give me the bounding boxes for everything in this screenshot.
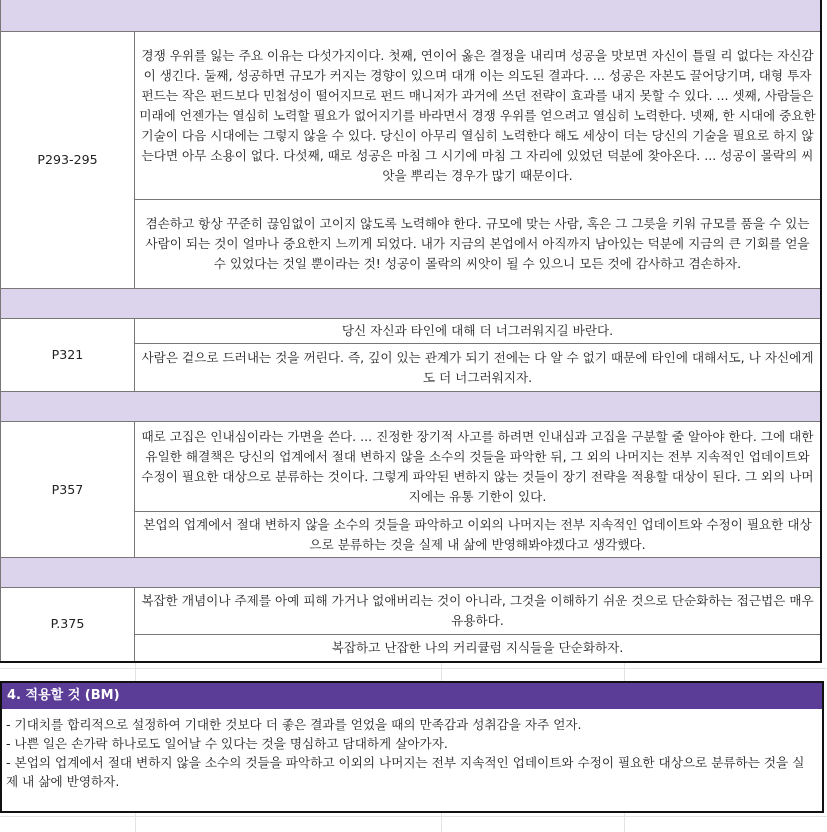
quote-row <box>1 422 822 512</box>
bm-list-item: - 나쁜 일은 손가락 하나로도 일어날 수 있다는 것을 명심하고 담대하게 살아가자. <box>6 736 448 751</box>
grid-row-line <box>0 668 827 669</box>
section-separator-row <box>1 558 822 588</box>
grid-row-line <box>0 816 827 817</box>
bm-list-item: - 본업의 업계에서 절대 변하지 않을 소수의 것들을 파악하고 이외의 나머지는 전부 지속적인 업데이트와 수정이 필요한 대상으로 분류하는 것을 실제 내 삶에 반영하자. <box>6 755 805 789</box>
quote-cell[interactable]: 때로 고집은 인내심이라는 가면을 쓴다. ... 진정한 장기적 사고를 하려면 인내심과 고집을 구분할 줄 알아야 한다. 그에 대한 유일한 해결책은 당신의 업계에서 절대 변하지 않을 소수의 것들을 파악한 뒤, 그 외의 나머지는 전부 지속적인 업데이트와 수정이 필요한 대상으로 분류하는 것이다. 그렇게 파악된 변하지 않는 것들이 장기 전략을 적용할 대상이 된다. 그 외의 나머지에는 유통 기한이 있다. <box>135 422 822 512</box>
thought-cell[interactable]: 복잡하고 난잡한 나의 커리큘럼 지식들을 단순화하자. <box>135 635 822 662</box>
quote-row <box>1 319 822 344</box>
page-reference-cell[interactable]: P.375 <box>1 588 135 662</box>
page-reference-cell[interactable]: P293-295 <box>1 32 135 289</box>
quote-row <box>1 32 822 200</box>
section-separator-row <box>1 0 822 32</box>
apply-bm-section <box>0 681 824 813</box>
thought-cell[interactable]: 사람은 겉으로 드러내는 것을 꺼린다. 즉, 깊이 있는 관계가 되기 전에는 다 알 수 없기 때문에 타인에 대해서도, 나 자신에게도 더 너그러워지자. <box>135 344 822 392</box>
quote-cell[interactable]: 경쟁 우위를 잃는 주요 이유는 다섯가지이다. 첫째, 연이어 옳은 결정을 내리며 성공을 맛보면 자신이 틀릴 리 없다는 자신감이 생긴다. 둘째, 성공하면 규모가 커지는 경향이 있으며 대개 이는 의도된 결과다. ... 성공은 자본도 끌어당기며, 대형 투자 펀드는 작은 펀드보다 민첩성이 떨어지므로 펀드 매니저가 과거에 쓰던 전략이 효과를 내지 못할 수 있다. ... 셋째, 사람들은 미래에 언젠가는 열심히 노력할 필요가 없어지기를 바라면서 경쟁 우위를 얻으려고 열심히 노력한다. 넷째, 한 시대에 중요한 기술이 다음 시대에는 그렇지 않을 수 있다. 당신이 아무리 열심히 노력한다 해도 세상이 더는 당신의 기술을 필요로 하지 않는다면 아무 소용이 없다. 다섯째, 때로 성공은 마침 그 시기에 마침 그 자리에 있었던 덕분에 찾아온다. ... 성공이 몰락의 씨앗을 뿌리는 경우가 많기 때문이다. <box>135 32 822 200</box>
thought-cell[interactable]: 겸손하고 항상 꾸준히 끊임없이 고이지 않도록 노력해야 한다. 규모에 맞는 사람, 혹은 그 그릇을 키워 규모를 품을 수 있는 사람이 되는 것이 얼마나 중요한지 느끼게 되었다. 내가 지금의 본업에서 아직까지 남아있는 덕분에 지금의 큰 기회를 얻을 수 있었다는 것일 뿐이라는 것! 성공이 몰락의 씨앗이 될 수 있으니 모든 것에 감사하고 겸손하자. <box>135 200 822 289</box>
thought-cell[interactable]: 본업의 업계에서 절대 변하지 않을 소수의 것들을 파악하고 이외의 나머지는 전부 지속적인 업데이트와 수정이 필요한 대상으로 분류하는 것을 실제 내 삶에 반영해봐야겠다고 생각했다. <box>135 512 822 558</box>
section-body[interactable] <box>2 709 822 791</box>
bm-list-item: - 기대치를 합리적으로 설정하여 기대한 것보다 더 좋은 결과를 얻었을 때의 만족감과 성취감을 자주 얻자. <box>6 717 582 732</box>
section-separator-row <box>1 289 822 319</box>
section-separator-row <box>1 392 822 422</box>
section-header[interactable]: 4. 적용할 것 (BM) <box>2 683 822 709</box>
quote-cell[interactable]: 복잡한 개념이나 주제를 아예 피해 가거나 없애버리는 것이 아니라, 그것을 이해하기 쉬운 것으로 단순화하는 접근법은 매우 유용하다. <box>135 588 822 635</box>
quote-cell[interactable]: 당신 자신과 타인에 대해 더 너그러워지길 바란다. <box>135 319 822 344</box>
page-reference-cell[interactable]: P357 <box>1 422 135 558</box>
quote-row <box>1 588 822 635</box>
page-reference-cell[interactable]: P321 <box>1 319 135 392</box>
